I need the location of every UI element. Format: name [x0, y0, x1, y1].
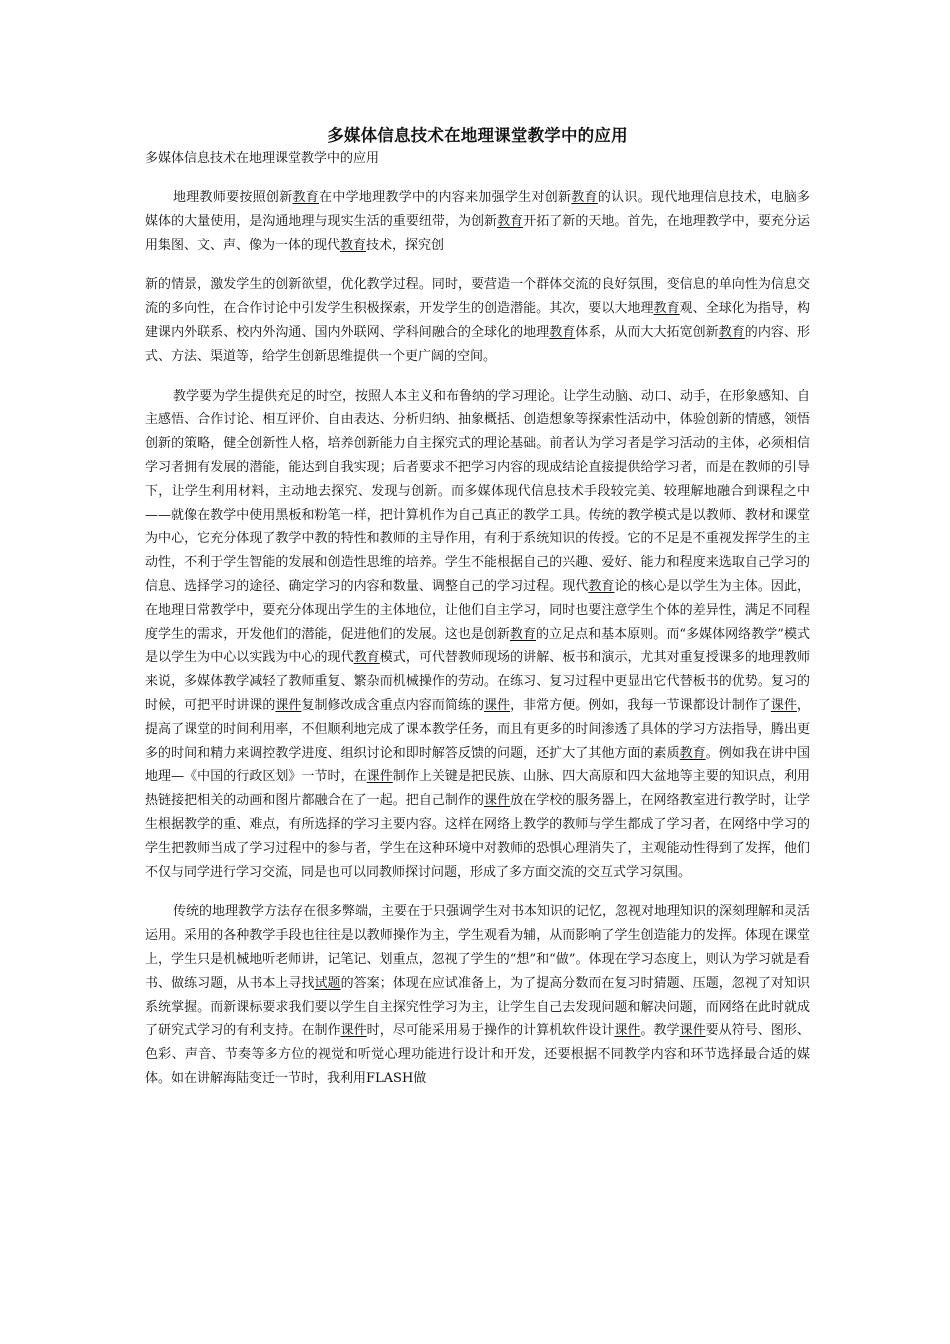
keyword-link[interactable]: 教育 [718, 324, 745, 340]
paragraph-text: 放在学校的服务器上，在网络教室进行教学时，让学生根据教学的重、难点，有所选择的学习主要内容。这样在网络上教学的教师与学生都成了学习者，在网络中学习的学生把教师当成了学习过程中的参与者，学生在这种环境中对教师的恐惧心理消失了，主观能动性得到了发挥，他们不仅与同学进行学习交流，同是也可以同教师探讨问题，形成了多方面交流的交互式学习氛围。 [145, 793, 810, 880]
paragraph-2 [145, 273, 810, 368]
paragraph-text: 技术，探究创 [366, 237, 445, 253]
paragraph-text: 的内容、形式、方法、渠道等，给学生创新思维提供一个更广阔的空间。 [145, 324, 810, 364]
paragraph-text: 新的情景，激发学生的创新欲望，优化教学过程。同时，要营造一个群体交流的良好氛围，变信息的单向性为信息交流的多向性，在合作讨论中引发学生积极探索，开发学生的创造潜能。其次，要以大地理 [145, 277, 810, 317]
keyword-link[interactable]: 教育 [509, 626, 536, 642]
keyword-link[interactable]: 教育 [653, 301, 680, 317]
paragraph-text: 教学要为学生提供充足的时空，按照人本主义和布鲁纳的学习理论。让学生动脑、动口、动手，在形象感知、自主感悟、合作讨论、相互评价、自由表达、分析归纳、抽象概括、创造想象等探索性活动中，体验创新的情感，领悟创新的策略，健全创新性人格，培养创新能力自主探究式的理论基础。前者认为学习者是学习活动的主体，必须相信学习者拥有发展的潜能，能达到自我实现；后者要求不把学习内容的现成结论直接提供给学习者，而是在教师的引导下，让学生利用材料，主动地去探究、发现与创新。而多媒体现代信息技术手段较完美、较理解地融合到课程之中——就像在教学中使用黑板和粉笔一样，把计算机作为自己真正的教学工具。传统的教学模式是以教师、教材和课堂为中心，它充分体现了教学中教的特性和教师的主导作用，有利于系统知识的传授。它的不足是不重视发挥学生的主动性，不利于学生智能的发展和创造性思维的培养。学生不能根据自己的兴趣、爱好、能力和程度来选取自己学习的信息、选择学习的途径、确定学习的内容和数量、调整自己的学习过程。现代 [145, 388, 811, 594]
paragraph-text: 的立足点和基本原则。而“多媒体网络教学”模式是以学生为中心以实践为中心的现代 [145, 626, 810, 666]
paragraph-text: 开拓了新的天地。首先，在地理教学中，要充分运用集图、文、声、像为一体的现代 [145, 213, 810, 253]
paragraph-text: ，非常方便。例如，我每一节课都设计制作了 [510, 697, 771, 713]
paragraph-4 [145, 900, 810, 1090]
paragraph-spacer [145, 257, 810, 273]
keyword-link[interactable]: 教育 [340, 237, 367, 253]
paragraph-text: 传统的地理教学方法存在很多弊端，主要在于只强调学生对书本知识的记忆，忽视对地理知识的深刻理解和灵活运用。采用的各种教学手段也往往是以教师操作为主，学生观看为辅，从而影响了学生创造能力的发挥。体现在课堂上，学生只是机械地听老师讲，记笔记、划重点，忽视了学生的“想”和“做”。体现在学习态度上，则认为学习就是看书、做练习题，从书本上寻找 [145, 904, 811, 991]
keyword-link[interactable]: 课件 [484, 697, 511, 713]
paragraph-text: 模式，可代替教师现场的讲解、板书和演示，尤其对重复授课多的地理教师来说，多媒体教学减轻了教师重复、繁杂而机械操作的劳动。在练习、复习过程中更显出它代替板书的优势。复习的时候，可把平时讲课的 [145, 650, 810, 713]
keyword-link[interactable]: 试题 [314, 975, 341, 991]
keyword-link[interactable]: 教育 [571, 190, 598, 205]
paragraph-text: ，提高了课堂的时间利用率，不但顺利地完成了课本教学任务，而且有更多的时间渗透了具体的学习方法指导，腾出更多的时间和精力来调控教学进度、组织讨论和即时解答反馈的问题，还扩大了其他方面的素质 [145, 697, 810, 761]
paragraph-list [145, 186, 810, 1091]
paragraph-text: 制作上关键是把民族、山脉、四大高原和四大盆地等主要的知识点，利用热链接把相关的动画和图片都融合在了一起。把自己制作的 [145, 769, 810, 809]
document-body [145, 124, 810, 1091]
keyword-link[interactable]: 课件 [770, 697, 797, 713]
keyword-link[interactable]: 课件 [275, 697, 302, 713]
keyword-link[interactable]: 教育 [497, 213, 524, 229]
keyword-link[interactable]: 教育 [549, 324, 576, 340]
paragraph-text: 在中学地理教学中的内容来加强学生对创新 [319, 190, 572, 205]
paragraph-text: 复制修改成含重点内容而简练的 [301, 697, 484, 713]
keyword-link[interactable]: 课件 [679, 1023, 706, 1039]
document-title: 多媒体信息技术在地理课堂教学中的应用 [327, 126, 628, 145]
keyword-link[interactable]: 课件 [340, 1023, 367, 1039]
document-subtitle: 多媒体信息技术在地理课堂教学中的应用 [145, 151, 380, 166]
paragraph-text: 。教学 [640, 1023, 680, 1039]
paragraph-1 [145, 186, 810, 257]
keyword-link[interactable]: 教育 [679, 745, 706, 761]
paragraph-text: 体系，从而大大拓宽创新 [575, 324, 719, 340]
paragraph-text: 要从符号、图形、色彩、声音、节奏等多方位的视觉和听觉心理功能进行设计和开发，还要根据不同教学内容和环节选择最合适的媒体。如在讲解海陆变迁一节时，我利用FLASH做 [145, 1023, 810, 1086]
paragraph-spacer [145, 884, 810, 900]
keyword-link[interactable]: 课件 [366, 769, 393, 785]
paragraph-text: 观、全球化为指导，构建课内外联系、校内外沟通、国内外联网、学科间融合的全球化的地理 [145, 301, 810, 340]
keyword-link[interactable]: 教育 [292, 190, 320, 205]
paragraph-text: 的答案；体现在应试准备上，为了提高分数而在复习时猜题、压题，忽视了对知识系统掌握。而新课标要求我们要以学生自主探究性学习为主，让学生自己去发现问题和解决问题，而网络在此时就成了研究式学习的有利支持。在制作 [145, 975, 810, 1039]
keyword-link[interactable]: 教育 [588, 578, 615, 594]
paragraph-text: 的认识。现代地理信息技术，电脑多媒体的大量使用，是沟通地理与现实生活的重要纽带，为创新 [145, 190, 810, 229]
keyword-link[interactable]: 教育 [353, 650, 380, 666]
paragraph-spacer [145, 369, 810, 385]
paragraph-text: 时，尽可能采用易于操作的计算机软件设计 [366, 1023, 615, 1039]
paragraph-text: 论的核心是以学生为主体。因此，在地理日常教学中，要充分体现出学生的主体地位，让他们自主学习，同时也要注意学生个体的差异性，满足不同程度学生的需求，开发他们的潜能，促进他们的发展。这也是创新 [145, 578, 810, 642]
keyword-link[interactable]: 课件 [484, 793, 511, 809]
paragraph-3 [145, 385, 810, 885]
paragraph-text: 地理教师要按照创新 [173, 190, 293, 205]
keyword-link[interactable]: 课件 [614, 1023, 641, 1039]
paragraph-text: 。例如我在讲中国地理—《中国的行政区划》一节时，在 [145, 745, 810, 785]
